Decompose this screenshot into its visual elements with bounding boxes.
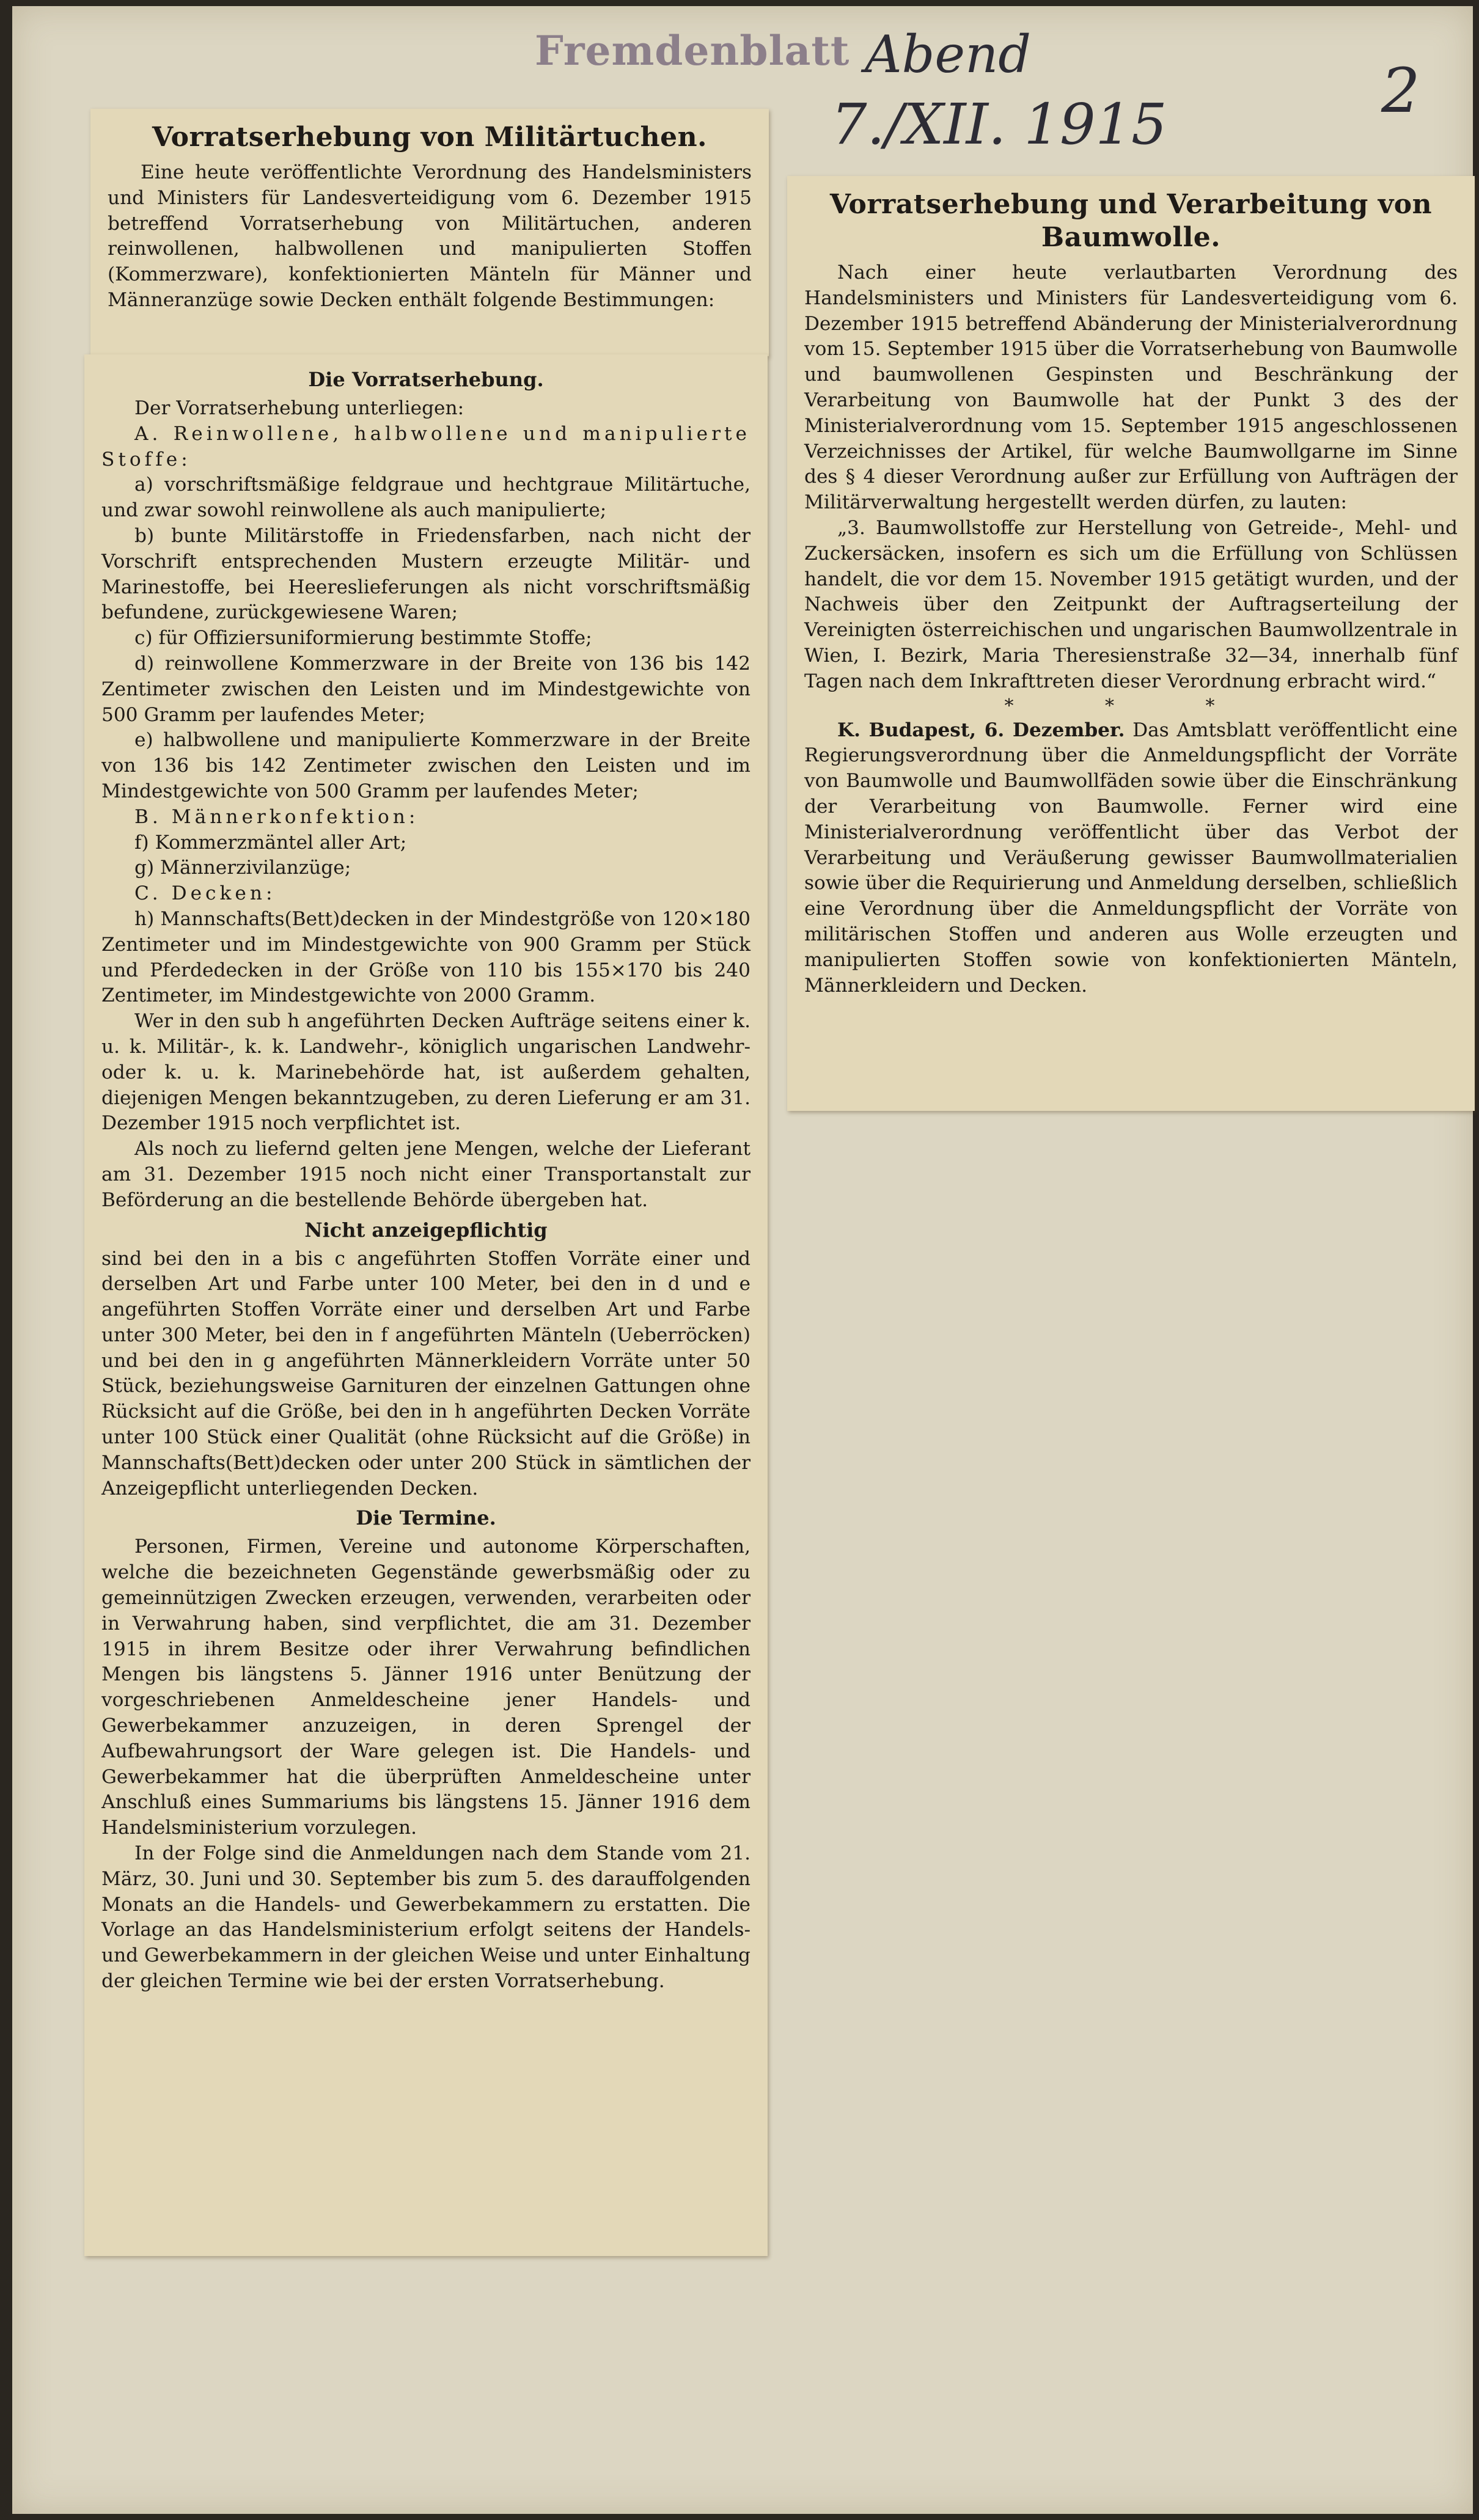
clipping-military-cloth-body: [84, 354, 768, 2256]
list-item: d) reinwollene Kommerzware in der Breite von 136 bis 142 Zentimeter zwischen den Leisten und im Mindestgewichte von 500 Gramm per laufendes Meter;: [101, 652, 751, 726]
paragraph: Nach einer heute verlautbarten Verordnung des Handelsministers und Ministers für Landesverteidigung vom 6. Dezember 1915 betreffend Abänderung der Ministerialverordnung vom 15. September 1915 über die Vorratserhebung von Baumwolle und baumwollenen Gespinsten und Beschränkung der Verarbeitung von Baumwolle hat der Punkt 3 des der Ministerialverordnung vom 15. September 1915 angeschlossenen Verzeichnisses der Artikel, für welche Baumwollgarne im Sinne des § 4 dieser Verordnung außer zur Erfüllung von Aufträgen der Militärverwaltung hergestellt werden dürfen, zu lauten:: [804, 262, 1458, 514]
paragraph: Als noch zu liefernd gelten jene Mengen, welche der Lieferant am 31. Dezember 1915 noch nicht einer Transportanstalt zur Beförderung an die bestellende Behörde übergeben hat.: [101, 1138, 751, 1211]
list-item: g) Männerzivilanzüge;: [134, 857, 351, 879]
paragraph: Personen, Firmen, Vereine und autonome Körperschaften, welche die bezeichneten Gegenstände gewerbsmäßig oder zu gemeinnützigen Zwecken erzeugen, verwenden, verarbeiten oder in Verwahrung haben, sind verpflichtet, die am 31. Dezember 1915 in ihrem Besitze oder ihrer Verwahrung befindlichen Mengen bis längstens 5. Jänner 1916 unter Benützung der vorgeschriebenen Anmeldescheine jener Handels- und Gewerbekammer anzuzeigen, in deren Sprengel der Aufbewahrungsort der Ware gelegen ist. Die Handels- und Gewerbekammer hat die überprüften Anmeldescheine unter Anschluß eines Summariums bis längstens 15. Jänner 1916 dem Handelsministerium vorzulegen.: [101, 1536, 751, 1839]
category-heading: C. Decken:: [134, 882, 276, 905]
handwritten-date: 7./XII. 1915: [831, 92, 1167, 157]
section-title: Die Vorratserhebung.: [308, 368, 544, 391]
list-item: h) Mannschafts(Bett)decken in der Mindestgröße von 120×180 Zentimeter und im Mindestgewichte von 900 Gramm per Stück und Pferdedecken in der Größe von 110 bis 155×170 bis 240 Zentimeter, im Mindestgewichte von 2000 Gramm.: [101, 907, 751, 1007]
paragraph-text: Das Amtsblatt veröffentlicht eine Regierungsverordnung über die Anmeldungspflicht der Vorräte von Baumwolle und Baumwollfäden sowie über die Einschränkung der Verarbeitung von Baumwolle. Ferner wird eine Ministerialverordnung veröffentlicht über das Verbot der Verarbeitung und Veräußerung gewisser Baumwollmaterialien sowie über die Requirierung und Anmeldung derselben, schließlich eine Verordnung über die Anmeldungspflicht der Vorräte von militärischen Stoffen und anderen aus Wolle erzeugten und manipulierten Stoffen sowie von konfektionierten Mänteln, Männerkleidern und Decken.: [804, 719, 1458, 997]
clipping-cotton: [787, 176, 1475, 1111]
section-title: Nicht anzeigepflichtig: [304, 1218, 548, 1242]
article-title: Vorratserhebung von Militärtuchen.: [152, 122, 707, 153]
category-heading: B. Männerkonfektion:: [134, 805, 419, 828]
category-heading: A. Reinwollene, halbwollene und manipulierte Stoffe:: [101, 422, 751, 471]
handwritten-edition: Abend: [865, 24, 1032, 84]
handwritten-page-number: 2: [1381, 55, 1420, 126]
paragraph: In der Folge sind die Anmeldungen nach dem Stande vom 21. März, 30. Juni und 30. September bis zum 5. des darauffolgenden Monats an die Handels- und Gewerbekammern zu erstatten. Die Vorlage an das Handelsministerium erfolgt seitens der Handels- und Gewerbekammern in der gleichen Weise und unter Einhaltung der gleichen Termine wie bei der ersten Vorratserhebung.: [101, 1842, 751, 1993]
list-item: e) halbwollene und manipulierte Kommerzware in der Breite von 136 bis 142 Zentimeter zwischen den Leisten und im Mindestgewichte von 500 Gramm per laufendes Meter;: [101, 729, 751, 802]
article-intro: Eine heute veröffentlichte Verordnung des Handelsministers und Ministers für Landesverteidigung vom 6. Dezember 1915 betreffend Vorratserhebung von Militärtuchen, anderen reinwollenen, halbwollenen und manipulierten Stoffen (Kommerzware), konfektionierten Mänteln für Männer und Männeranzüge sowie Decken enthält folgende Bestimmungen:: [108, 161, 752, 311]
section-title: Die Termine.: [356, 1506, 496, 1530]
scrapbook-page: [12, 6, 1473, 2514]
dateline: K. Budapest, 6. Dezember.: [837, 719, 1125, 741]
separator-stars: * * *: [1004, 695, 1258, 717]
list-item: a) vorschriftsmäßige feldgraue und hechtgraue Militärtuche, und zwar sowohl reinwollene als auch manipulierte;: [101, 474, 751, 522]
list-item: c) für Offiziersuniformierung bestimmte Stoffe;: [134, 627, 592, 650]
paragraph: sind bei den in a bis c angeführten Stoffen Vorräte einer und derselben Art und Farbe unter 100 Meter, bei den in d und e angeführten Stoffen Vorräte einer und derselben Art und Farbe unter 300 Meter, bei den in f angeführten Mänteln (Ueberröcken) und bei den in g angeführten Männerkleidern Vorräte unter 50 Stück, beziehungsweise Garnituren der einzelnen Gattungen ohne Rücksicht auf die Größe, bei den in h angeführten Decken Vorräte unter 100 Stück einer Qualität (ohne Rücksicht auf die Größe) in Mannschafts(Bett)decken oder unter 200 Stück in sämtlichen der Anzeigepflicht unterliegenden Decken.: [101, 1247, 751, 1500]
quoted-paragraph: „3. Baumwollstoffe zur Herstellung von Getreide-, Mehl- und Zuckersäcken, insofern es sich um die Erfüllung von Schlüssen handelt, die vor dem 15. November 1915 getätigt wurden, und der Nachweis über den Zeitpunkt der Auftragserteilung der Vereinigten österreichischen und ungarischen Baumwollzentrale in Wien, I. Bezirk, Maria Theresienstraße 32—34, innerhalb fünf Tagen nach dem Inkrafttreten dieser Verordnung erbracht wird.“: [804, 516, 1458, 692]
list-item: f) Kommerzmäntel aller Art;: [134, 831, 407, 854]
newspaper-stamp: Fremdenblatt: [535, 27, 850, 75]
paragraph: [804, 718, 1458, 999]
article-title: Vorratserhebung und Verarbeitung von Baumwolle.: [829, 189, 1433, 253]
paragraph: Der Vorratserhebung unterliegen:: [134, 397, 464, 419]
list-item: b) bunte Militärstoffe in Friedensfarben, nach nicht der Vorschrift entsprechenden Mustern erzeugte Militär- und Marinestoffe, bei Heereslieferungen als nicht vorschriftsmäßig befundene, zurückgewiesene Waren;: [101, 524, 751, 624]
paragraph: Wer in den sub h angeführten Decken Aufträge seitens einer k. u. k. Militär-, k. k. Landwehr-, königlich ungarischen Landwehr- oder k. u. k. Marinebehörde hat, ist außerdem gehalten, diejenigen Mengen bekanntzugeben, zu deren Lieferung er am 31. Dezember 1915 noch verpflichtet ist.: [101, 1010, 751, 1135]
clipping-military-cloth-intro: [90, 109, 769, 356]
